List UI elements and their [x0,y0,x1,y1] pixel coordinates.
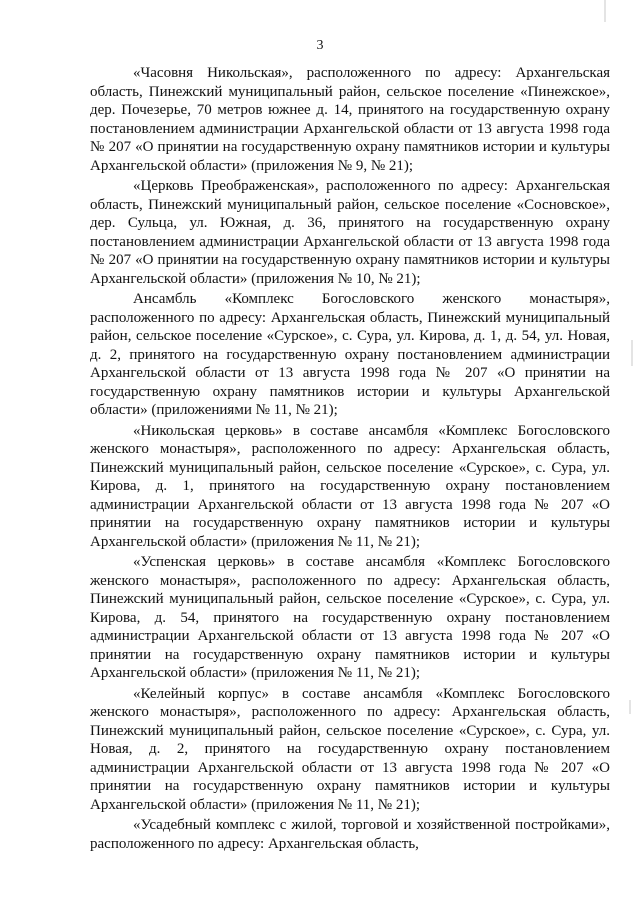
scan-artifact [631,340,633,366]
scan-artifact [604,0,606,22]
paragraph-chapel-nikolskaya: «Часовня Никольская», расположенного по адресу: Архангельская область, Пинежский муниципальный район, сельское поселение «Пинежское», дер. Почезерье, 70 метров южнее д. 14, принятого на государственную охрану постановлением администрации Архангельской области от 13 августа 1998 года № 207 «О принятии на государственную охрану памятников истории и культуры Архангельской области» (приложения № 9, № 21); [90,65,610,174]
paragraph-estate-complex: «Усадебный комплекс с жилой, торговой и хозяйственной постройками», расположенного по адресу: Архангельская область, [90,817,610,852]
paragraph-church-preobrazhenskaya: «Церковь Преображенская», расположенного по адресу: Архангельская область, Пинежский муниципальный район, сельское поселение «Сосновское», дер. Сульца, ул. Южная, д. 36, принятого на государственную охрану постановлением администрации Архангельской области от 13 августа 1998 года № 207 «О принятии на государственную охрану памятников истории и культуры Архангельской области» (приложения № 10, № 21); [90,178,610,287]
paragraph-nikolskaya-church: «Никольская церковь» в составе ансамбля «Комплекс Богословского женского монастыря», расположенного по адресу: Архангельская область, Пинежский муниципальный район, сельское поселение «Сурское», с. Сура, ул. Кирова, д. 1, принятого на государственную охрану постановлением администрации Архангельской области от 13 августа 1998 года № 207 «О принятии на государственную охрану памятников истории и культуры Архангельской области» (приложения № 11, № 21); [90,422,610,550]
paragraph-cell-building: «Келейный корпус» в составе ансамбля «Комплекс Богословского женского монастыря», расположенного по адресу: Архангельская область, Пинежский муниципальный район, сельское поселение «Сурское», с. Сура, ул. Новая, д. 2, принятого на государственную охрану постановлением администрации Архангельской области от 13 августа 1998 года № 207 «О принятии на государственную охрану памятников истории и культуры Архангельской области» (приложения № 11, № 21); [90,685,610,813]
scan-artifact [629,700,631,714]
paragraph-uspenskaya-church: «Успенская церковь» в составе ансамбля «Комплекс Богословского женского монастыря», расположенного по адресу: Архангельская область, Пинежский муниципальный район, сельское поселение «Сурское», с. Сура, ул. Кирова, д. 54, принятого на государственную охрану постановлением администрации Архангельской области от 13 августа 1998 года № 207 «О принятии на государственную охрану памятников истории и культуры Архангельской области» (приложения № 11, № 21); [90,554,610,681]
page-number: 3 [316,38,324,53]
document-body [90,64,610,855]
paragraph-ensemble-bogoslovsky-monastery: Ансамбль «Комплекс Богословского женского монастыря», расположенного по адресу: Архангельская область, Пинежский муниципальный район, сельское поселение «Сурское», с. Сура, ул. Кирова, д. 1, д. 54, ул. Новая, д. 2, принятого на государственную охрану постановлением администрации Архангельской области от 13 августа 1998 года № 207 «О принятии на государственную охрану памятников истории и культуры Архангельской области» (приложениями № 11, № 21); [90,291,610,418]
